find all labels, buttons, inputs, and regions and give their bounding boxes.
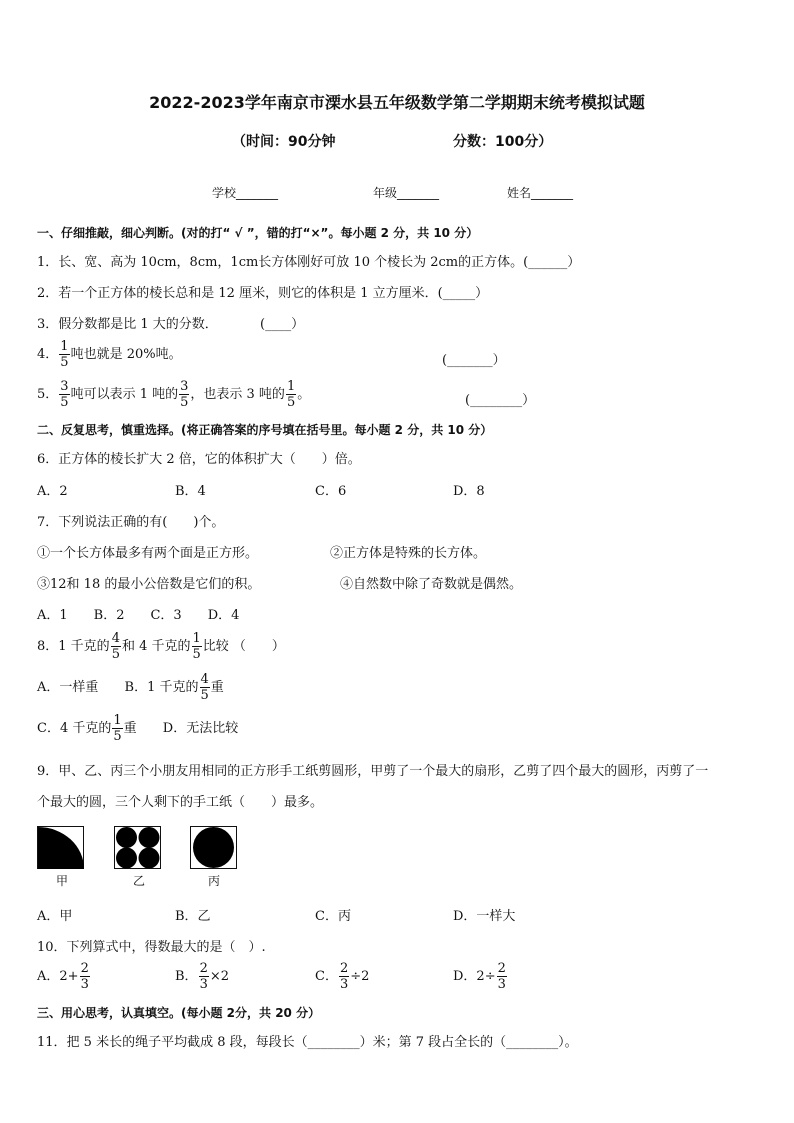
school-field: 学校_______ — [212, 186, 279, 200]
question-3-blank: (____） — [260, 317, 305, 332]
question-3 — [37, 313, 305, 332]
fraction: $\frac{1}{5}$ — [192, 631, 201, 662]
question-9-line-1: 9．甲、乙、丙三个小朋友用相同的正方形手工纸剪圆形，甲剪了一个最大的扇形，乙剪了四个最大的圆形，丙剪了一 — [37, 764, 709, 779]
question-2: 2．若一个正方体的棱长总和是 12 厘米，则它的体积是 1 立方厘米．(_____） — [37, 286, 489, 301]
question-4-blank: (_______） — [442, 353, 506, 368]
option-b: B．乙 — [175, 909, 211, 924]
section-1-heading: 一、仔细推敲，细心判断。(对的打“ √ ”，错的打“×”。每小题 2 分，共 10 分） — [37, 226, 479, 240]
section-3-heading: 三、用心思考，认真填空。(每小题 2分，共 20 分） — [37, 1006, 321, 1020]
fraction: $\frac{3}{5}$ — [180, 379, 189, 410]
fraction: $\frac{1}{5}$ — [113, 713, 122, 744]
option-a: A．2+ $\frac{2}{3}$ — [37, 961, 89, 992]
statement-4: ④自然数中除了奇数就是偶然。 — [340, 577, 523, 592]
question-10: 10．下列算式中，得数最大的是（ ）. — [37, 940, 266, 955]
option-a: A．2 — [37, 484, 68, 499]
fraction: $\frac{2}{3}$ — [339, 961, 349, 992]
grade-field: 年级_______ — [373, 186, 440, 200]
question-8: 8．1 千克的 $\frac{4}{5}$ 和 4 千克的 $\frac{1}{5}$ 比较 （ ） — [37, 631, 285, 662]
question-3-text: 3．假分数都是比 1 大的分数． — [37, 317, 218, 332]
option-d: D．无法比较 — [162, 721, 239, 736]
figure-caption-yi: 乙 — [133, 874, 146, 888]
question-11: 11．把 5 米长的绳子平均截成 8 段，每段长（________）米；第 7 段占全长的（________）。 — [37, 1035, 578, 1050]
option-c: C．丙 — [315, 909, 351, 924]
question-8-options-cd — [37, 714, 238, 743]
exam-score: 分数：100分） — [453, 134, 553, 150]
name-field: 姓名_______ — [507, 186, 574, 200]
question-4 — [37, 339, 506, 370]
option-d: D．一样大 — [453, 909, 516, 924]
question-9-line-2: 个最大的圆，三个人剩下的手工纸（ ）最多。 — [37, 795, 324, 810]
fraction: $\frac{3}{5}$ — [60, 379, 69, 410]
fraction: $\frac{2}{3}$ — [199, 961, 208, 992]
question-6: 6．正方体的棱长扩大 2 倍，它的体积扩大（ ）倍。 — [37, 452, 361, 467]
question-4-text: 吨也就是 20%吨。 — [70, 347, 182, 362]
fraction: $\frac{1}{5}$ — [286, 379, 296, 410]
option-c: C．6 — [315, 484, 347, 499]
option-c: C． $\frac{2}{3}$ ÷2 — [315, 961, 370, 992]
figure-bing-circle — [190, 826, 238, 870]
page-title: 2022-2023学年南京市溧水县五年级数学第二学期期末统考模拟试题 — [149, 93, 645, 112]
option-d: D．2÷ $\frac{2}{3}$ — [453, 961, 506, 992]
option-a: A．甲 — [37, 909, 73, 924]
fraction: $\frac{1}{5}$ — [60, 339, 69, 370]
section-2-heading: 二、反复思考，慎重选择。(将正确答案的序号填在括号里。每小题 2 分，共 10 分） — [37, 423, 493, 437]
figure-caption-jia: 甲 — [56, 874, 69, 888]
option-b: B．4 — [175, 484, 206, 499]
option-b: B． $\frac{2}{3}$ ×2 — [175, 961, 230, 992]
statement-2: ②正方体是特殊的长方体。 — [330, 546, 487, 561]
fraction: $\frac{4}{5}$ — [200, 672, 209, 703]
question-1: 1．长、宽、高为 10cm，8cm，1cm长方体刚好可放 10 个棱长为 2cm的正方体。(______） — [37, 255, 581, 270]
question-5: 5． $\frac{3}{5}$ 吨可以表示 1 吨的 $\frac{3}{5}$ ，也表示 3 吨的 $\frac{1}{5}$ 。 (________） — [37, 379, 536, 410]
option-b: B．1 千克的 $\frac{4}{5}$ 重 — [124, 672, 224, 703]
exam-time: （时间：90分钟 — [232, 134, 336, 150]
option-d: D．8 — [453, 484, 485, 499]
question-7-options: A．1 B．2 C．3 D．4 — [37, 608, 240, 623]
figure-yi-four-circles — [114, 826, 162, 870]
fraction: $\frac{2}{3}$ — [497, 961, 506, 992]
option-a: A．一样重 — [37, 680, 99, 695]
question-8-options-ab — [37, 673, 224, 702]
statement-1: ①一个长方体最多有两个面是正方形。 — [37, 546, 259, 561]
option-c: C．4 千克的 $\frac{1}{5}$ 重 — [37, 713, 137, 744]
fraction: $\frac{4}{5}$ — [111, 631, 120, 662]
question-7: 7．下列说法正确的有( )个。 — [37, 515, 225, 530]
figure-jia-quarter-circle — [37, 826, 85, 870]
figure-caption-bing: 丙 — [208, 874, 221, 888]
statement-3: ③12和 18 的最小公倍数是它们的积。 — [37, 577, 261, 592]
question-5-blank: (________） — [465, 393, 536, 408]
question-4-number: 4． — [37, 347, 59, 362]
fraction: $\frac{2}{3}$ — [80, 961, 89, 992]
